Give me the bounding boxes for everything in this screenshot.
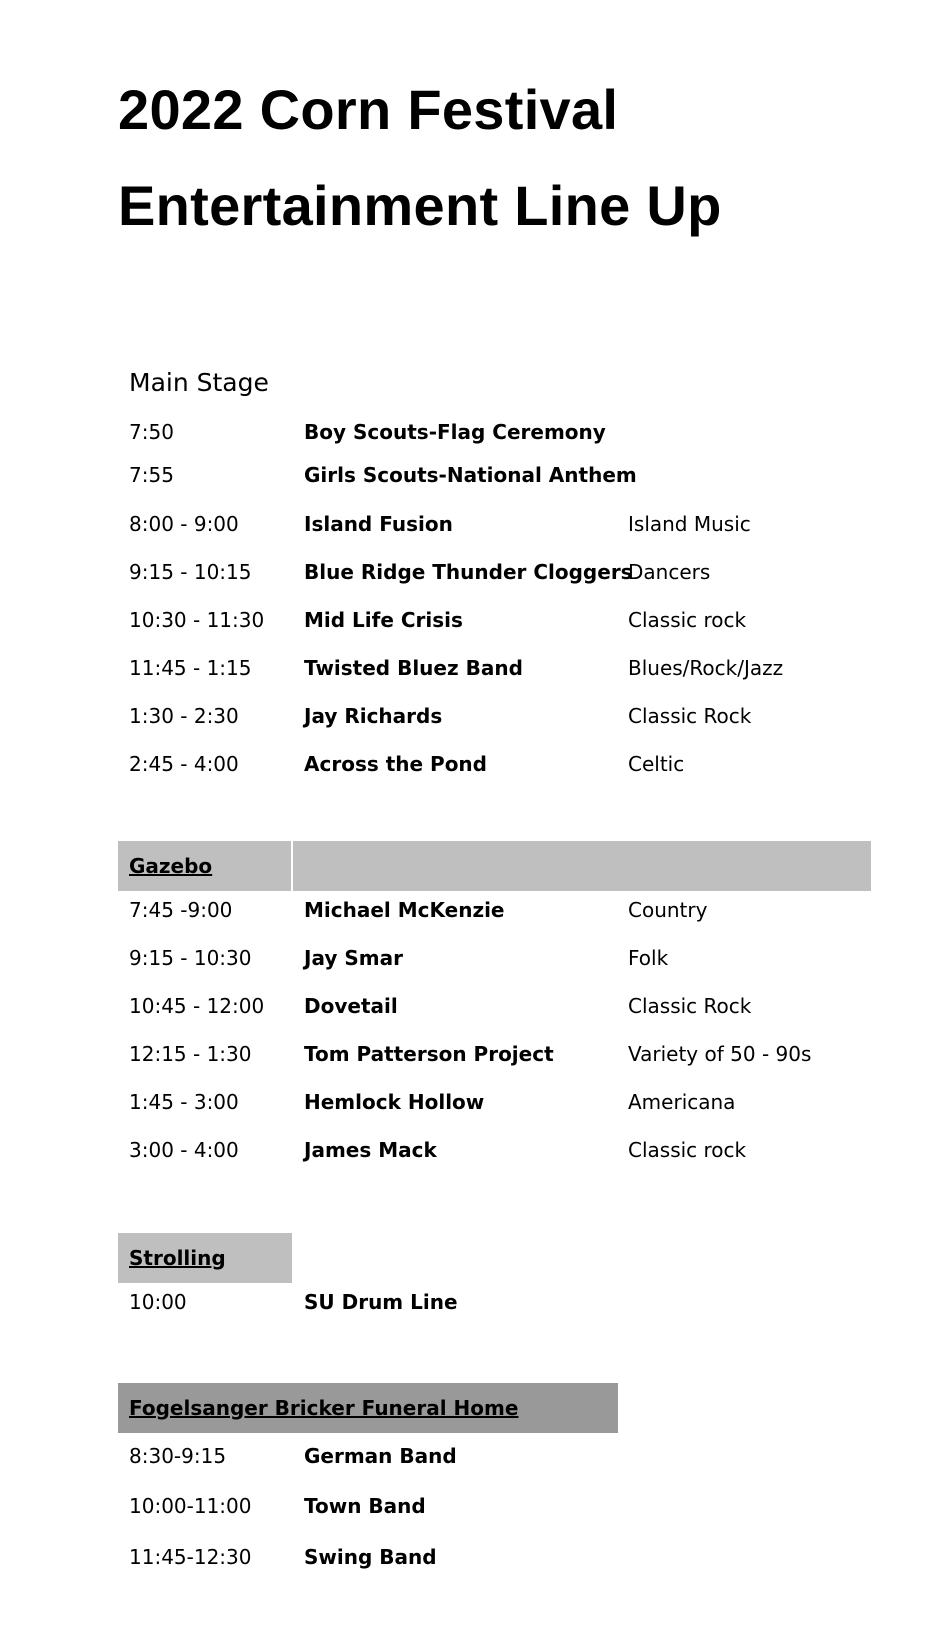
- time-cell: 3:00 - 4:00: [129, 1138, 239, 1162]
- time-cell: 9:15 - 10:30: [129, 946, 252, 970]
- schedule-row: [118, 1078, 878, 1126]
- schedule-row: [118, 548, 878, 596]
- schedule-row: [118, 692, 878, 740]
- act-cell: Jay Richards: [304, 704, 443, 728]
- time-cell: 10:00: [129, 1290, 187, 1314]
- schedule-row: [118, 982, 878, 1030]
- schedule-row: [118, 934, 878, 982]
- schedule-row: [118, 596, 878, 644]
- genre-cell: Celtic: [628, 752, 685, 776]
- time-cell: 10:30 - 11:30: [129, 608, 265, 632]
- strolling-header-band: [118, 1233, 292, 1283]
- schedule-row: [118, 1533, 878, 1581]
- gazebo-heading: Gazebo: [129, 854, 213, 878]
- act-cell: Hemlock Hollow: [304, 1090, 485, 1114]
- time-cell: 1:30 - 2:30: [129, 704, 239, 728]
- genre-cell: Blues/Rock/Jazz: [628, 656, 784, 680]
- main-stage-heading: Main Stage: [129, 368, 269, 397]
- act-cell: Town Band: [304, 1494, 426, 1518]
- act-cell: Tom Patterson Project: [304, 1042, 554, 1066]
- time-cell: 7:50: [129, 420, 174, 444]
- genre-cell: Variety of 50 - 90s: [628, 1042, 812, 1066]
- act-cell: Boy Scouts-Flag Ceremony: [304, 420, 606, 444]
- time-cell: 9:15 - 10:15: [129, 560, 252, 584]
- genre-cell: Classic Rock: [628, 704, 752, 728]
- time-cell: 7:45 -9:00: [129, 898, 233, 922]
- time-cell: 11:45 - 1:15: [129, 656, 252, 680]
- time-cell: 8:30-9:15: [129, 1444, 227, 1468]
- act-cell: German Band: [304, 1444, 457, 1468]
- act-cell: James Mack: [304, 1138, 437, 1162]
- time-cell: 1:45 - 3:00: [129, 1090, 239, 1114]
- schedule-row: [118, 1278, 878, 1326]
- act-cell: Mid Life Crisis: [304, 608, 463, 632]
- schedule-row: [118, 886, 878, 934]
- schedule-row: [118, 500, 878, 548]
- time-cell: 12:15 - 1:30: [129, 1042, 252, 1066]
- schedule-row: [118, 644, 878, 692]
- time-cell: 8:00 - 9:00: [129, 512, 239, 536]
- schedule-row: [118, 1126, 878, 1174]
- header-divider: [291, 841, 293, 891]
- genre-cell: Classic rock: [628, 608, 747, 632]
- genre-cell: Country: [628, 898, 708, 922]
- act-cell: Twisted Bluez Band: [304, 656, 523, 680]
- gazebo-header-band: [118, 841, 871, 891]
- time-cell: 11:45-12:30: [129, 1545, 252, 1569]
- act-cell: Island Fusion: [304, 512, 453, 536]
- strolling-heading: Strolling: [129, 1246, 226, 1270]
- genre-cell: Classic Rock: [628, 994, 752, 1018]
- act-cell: Blue Ridge Thunder Cloggers: [304, 560, 633, 584]
- schedule-row: [118, 1432, 878, 1480]
- funeral-home-heading: Fogelsanger Bricker Funeral Home: [129, 1396, 519, 1420]
- genre-cell: Island Music: [628, 512, 751, 536]
- time-cell: 7:55: [129, 463, 174, 487]
- schedule-row: [118, 451, 878, 499]
- time-cell: 10:00-11:00: [129, 1494, 252, 1518]
- act-cell: Dovetail: [304, 994, 398, 1018]
- time-cell: 10:45 - 12:00: [129, 994, 265, 1018]
- genre-cell: Americana: [628, 1090, 736, 1114]
- genre-cell: Classic rock: [628, 1138, 747, 1162]
- schedule-row: [118, 1482, 878, 1530]
- page-title: [118, 62, 722, 254]
- act-cell: Girls Scouts-National Anthem: [304, 463, 637, 487]
- act-cell: Jay Smar: [304, 946, 403, 970]
- act-cell: Michael McKenzie: [304, 898, 505, 922]
- act-cell: Across the Pond: [304, 752, 487, 776]
- schedule-row: [118, 408, 878, 456]
- genre-cell: Dancers: [628, 560, 711, 584]
- schedule-row: [118, 1030, 878, 1078]
- title-line-2: Entertainment Line Up: [118, 174, 722, 237]
- genre-cell: Folk: [628, 946, 669, 970]
- time-cell: 2:45 - 4:00: [129, 752, 239, 776]
- title-line-1: 2022 Corn Festival: [118, 78, 619, 141]
- act-cell: Swing Band: [304, 1545, 437, 1569]
- funeral-home-header-band: [118, 1383, 618, 1433]
- act-cell: SU Drum Line: [304, 1290, 458, 1314]
- schedule-row: [118, 740, 878, 788]
